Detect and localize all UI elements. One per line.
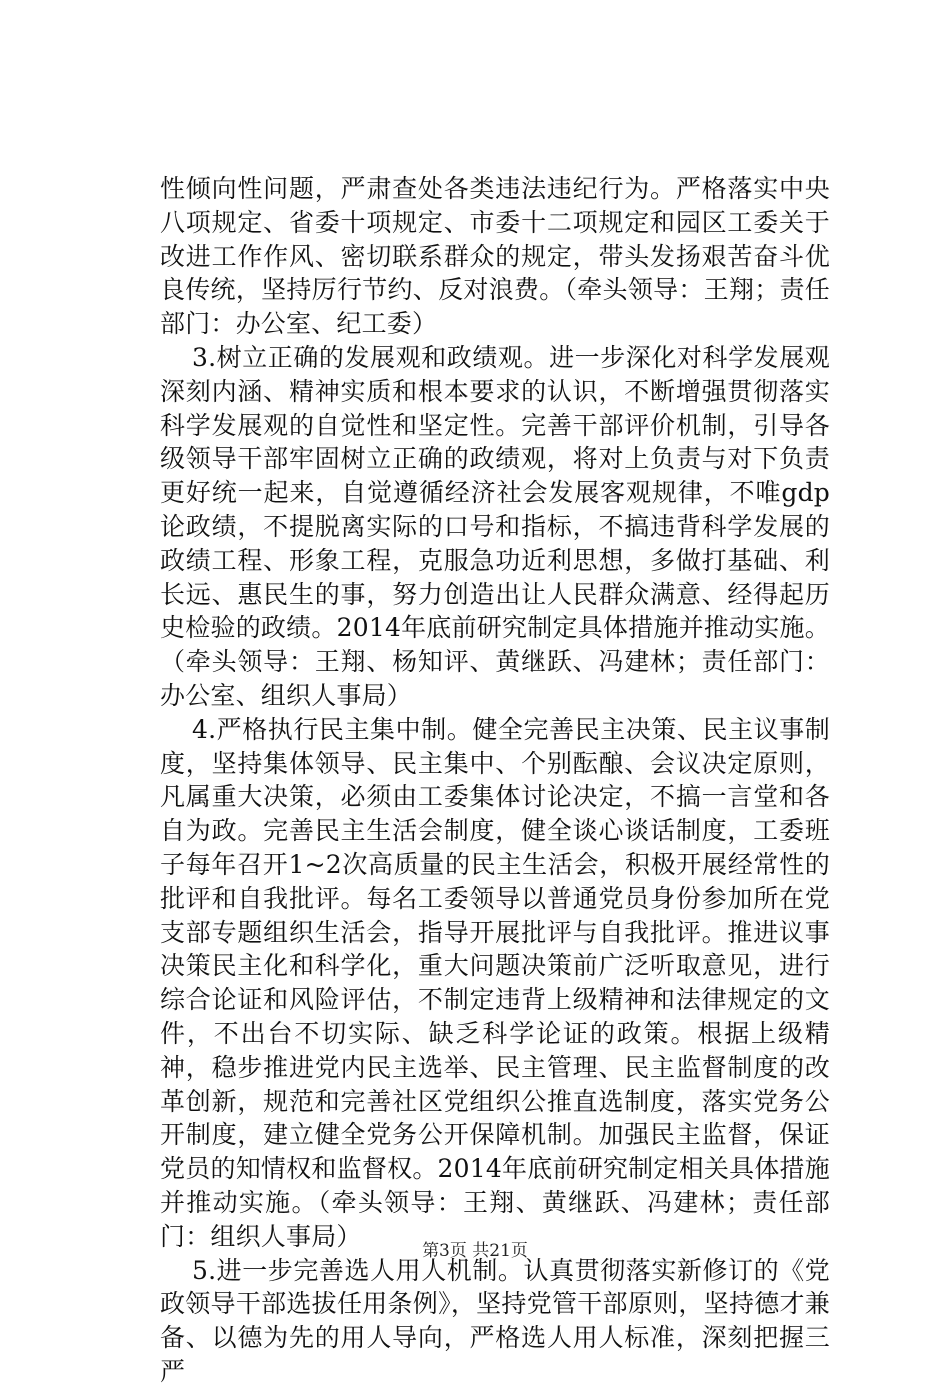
- paragraph-continuation: 性倾向性问题，严肃查处各类违法违纪行为。严格落实中央八项规定、省委十项规定、市委十二项规定和园区工委关于改进工作作风、密切联系群众的规定，带头发扬艰苦奋斗优良传统，坚持厉行节约、反对浪费。（牵头领导：王翔；责任部门：办公室、纪工委）: [160, 174, 830, 339]
- paragraph-item-5: 5.进一步完善选人用人机制。认真贯彻落实新修订的《党政领导干部选拔任用条例》，坚持党管干部原则，坚持德才兼备、以德为先的用人导向，严格选人用人标准，深刻把握三严: [160, 1255, 830, 1386]
- page-number-label: 第3页 共21页: [422, 1241, 528, 1261]
- document-body: [160, 172, 830, 1389]
- paragraph-item-4: 4.严格执行民主集中制。健全完善民主决策、民主议事制度，坚持集体领导、民主集中、个别酝酿、会议决定原则，凡属重大决策，必须由工委集体讨论决定，不搞一言堂和各自为政。完善民主生活会制度，健全谈心谈话制度，工委班子每年召开1~2次高质量的民主生活会，积极开展经常性的批评和自我批评。每名工委领导以普通党员身份参加所在党支部专题组织生活会，指导开展批评与自我批评。推进议事决策民主化和科学化，重大问题决策前广泛听取意见，进行综合论证和风险评估，不制定违背上级精神和法律规定的文件，不出台不切实际、缺乏科学论证的政策。根据上级精神，稳步推进党内民主选举、民主管理、民主监督制度的改革创新，规范和完善社区党组织公推直选制度，落实党务公开制度，建立健全党务公开保障机制。加强民主监督，保证党员的知情权和监督权。2014年底前研究制定相关具体措施并推动实施。（牵头领导：王翔、黄继跃、冯建林；责任部门：组织人事局）: [160, 714, 830, 1251]
- paragraph-item-3: 3.树立正确的发展观和政绩观。进一步深化对科学发展观深刻内涵、精神实质和根本要求的认识，不断增强贯彻落实科学发展观的自觉性和坚定性。完善干部评价机制，引导各级领导干部牢固树立正确的政绩观，将对上负责与对下负责更好统一起来，自觉遵循经济社会发展客观规律，不唯gdp论政绩，不提脱离实际的口号和指标，不搞违背科学发展的政绩工程、形象工程，克服急功近利思想，多做打基础、利长远、惠民生的事，努力创造出让人民群众满意、经得起历史检验的政绩。2014年底前研究制定具体措施并推动实施。（牵头领导：王翔、杨知评、黄继跃、冯建林；责任部门：办公室、组织人事局）: [160, 342, 830, 710]
- page-footer: [0, 1240, 950, 1262]
